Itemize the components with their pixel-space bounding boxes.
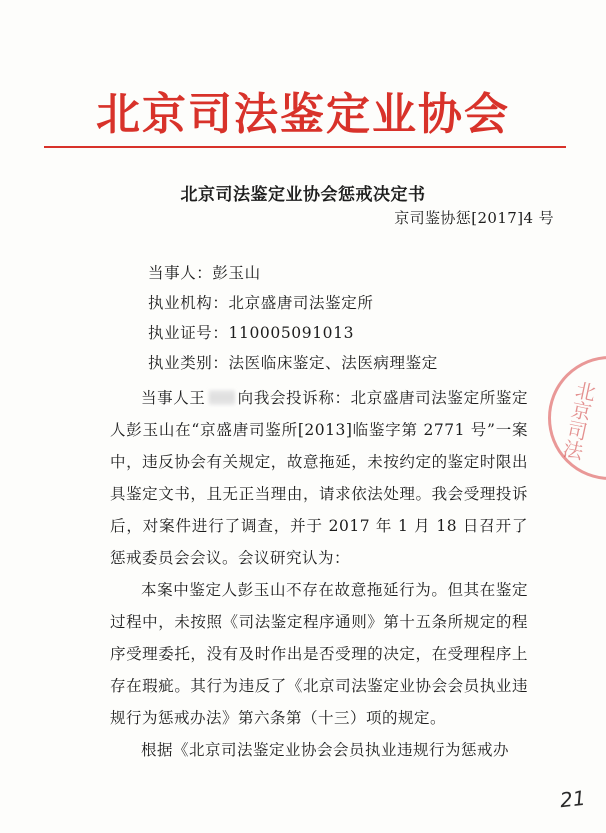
party-category-value: 法医临床鉴定、法医病理鉴定 (228, 354, 438, 372)
handwritten-page-number: 21 (558, 785, 587, 813)
party-category-row (148, 348, 438, 378)
letterhead-divider (44, 146, 566, 148)
party-institution-value: 北京盛唐司法鉴定所 (228, 294, 374, 312)
party-institution-row (148, 288, 438, 318)
letterhead-org-name: 北京司法鉴定业协会 (96, 89, 510, 140)
decision-body (110, 382, 528, 766)
official-seal-text: 北京司法 (557, 378, 599, 462)
body-p1-after: 向我会投诉称：北京盛唐司法鉴定所鉴定人彭玉山在“京盛唐司鉴所[2013]临鉴字第 2771 号”一案中，违反协会有关规定，故意拖延，未按约定的鉴定时限出具鉴定文书，且无正当理由，请求依法处理。我会受理投诉后，对案件进行了调查，并于 2017 年 1 月 18 日召开了惩戒委员会会议。会议研究认为： (110, 389, 528, 567)
body-paragraph-3: 根据《北京司法鉴定业协会会员执业违规行为惩戒办 (141, 741, 510, 759)
party-name-label: 当事人： (148, 264, 213, 282)
party-name-value: 彭玉山 (212, 264, 261, 282)
party-info (148, 258, 438, 378)
document-title: 北京司法鉴定业协会惩戒决定书 (180, 185, 426, 205)
party-institution-label: 执业机构： (148, 294, 229, 312)
party-license-label: 执业证号： (148, 324, 229, 342)
body-paragraph-1 (110, 382, 528, 574)
redacted-name-mark (209, 390, 235, 405)
party-name-row (148, 258, 438, 288)
party-license-value: 110005091013 (228, 324, 355, 342)
document-number: 京司鉴协惩[2017]4 号 (394, 209, 554, 227)
body-paragraph-2: 本案中鉴定人彭玉山不存在故意拖延行为。但其在鉴定过程中，未按照《司法鉴定程序通则》第十五条所规定的程序受理委托，没有及时作出是否受理的决定，在受理程序上存在瑕疵。其行为违反了《北京司法鉴定业协会会员执业违规行为惩戒办法》第六条第（十三）项的规定。 (110, 581, 528, 727)
party-license-row (148, 318, 438, 348)
body-p1-before: 当事人王 (141, 389, 206, 407)
party-category-label: 执业类别： (148, 354, 229, 372)
